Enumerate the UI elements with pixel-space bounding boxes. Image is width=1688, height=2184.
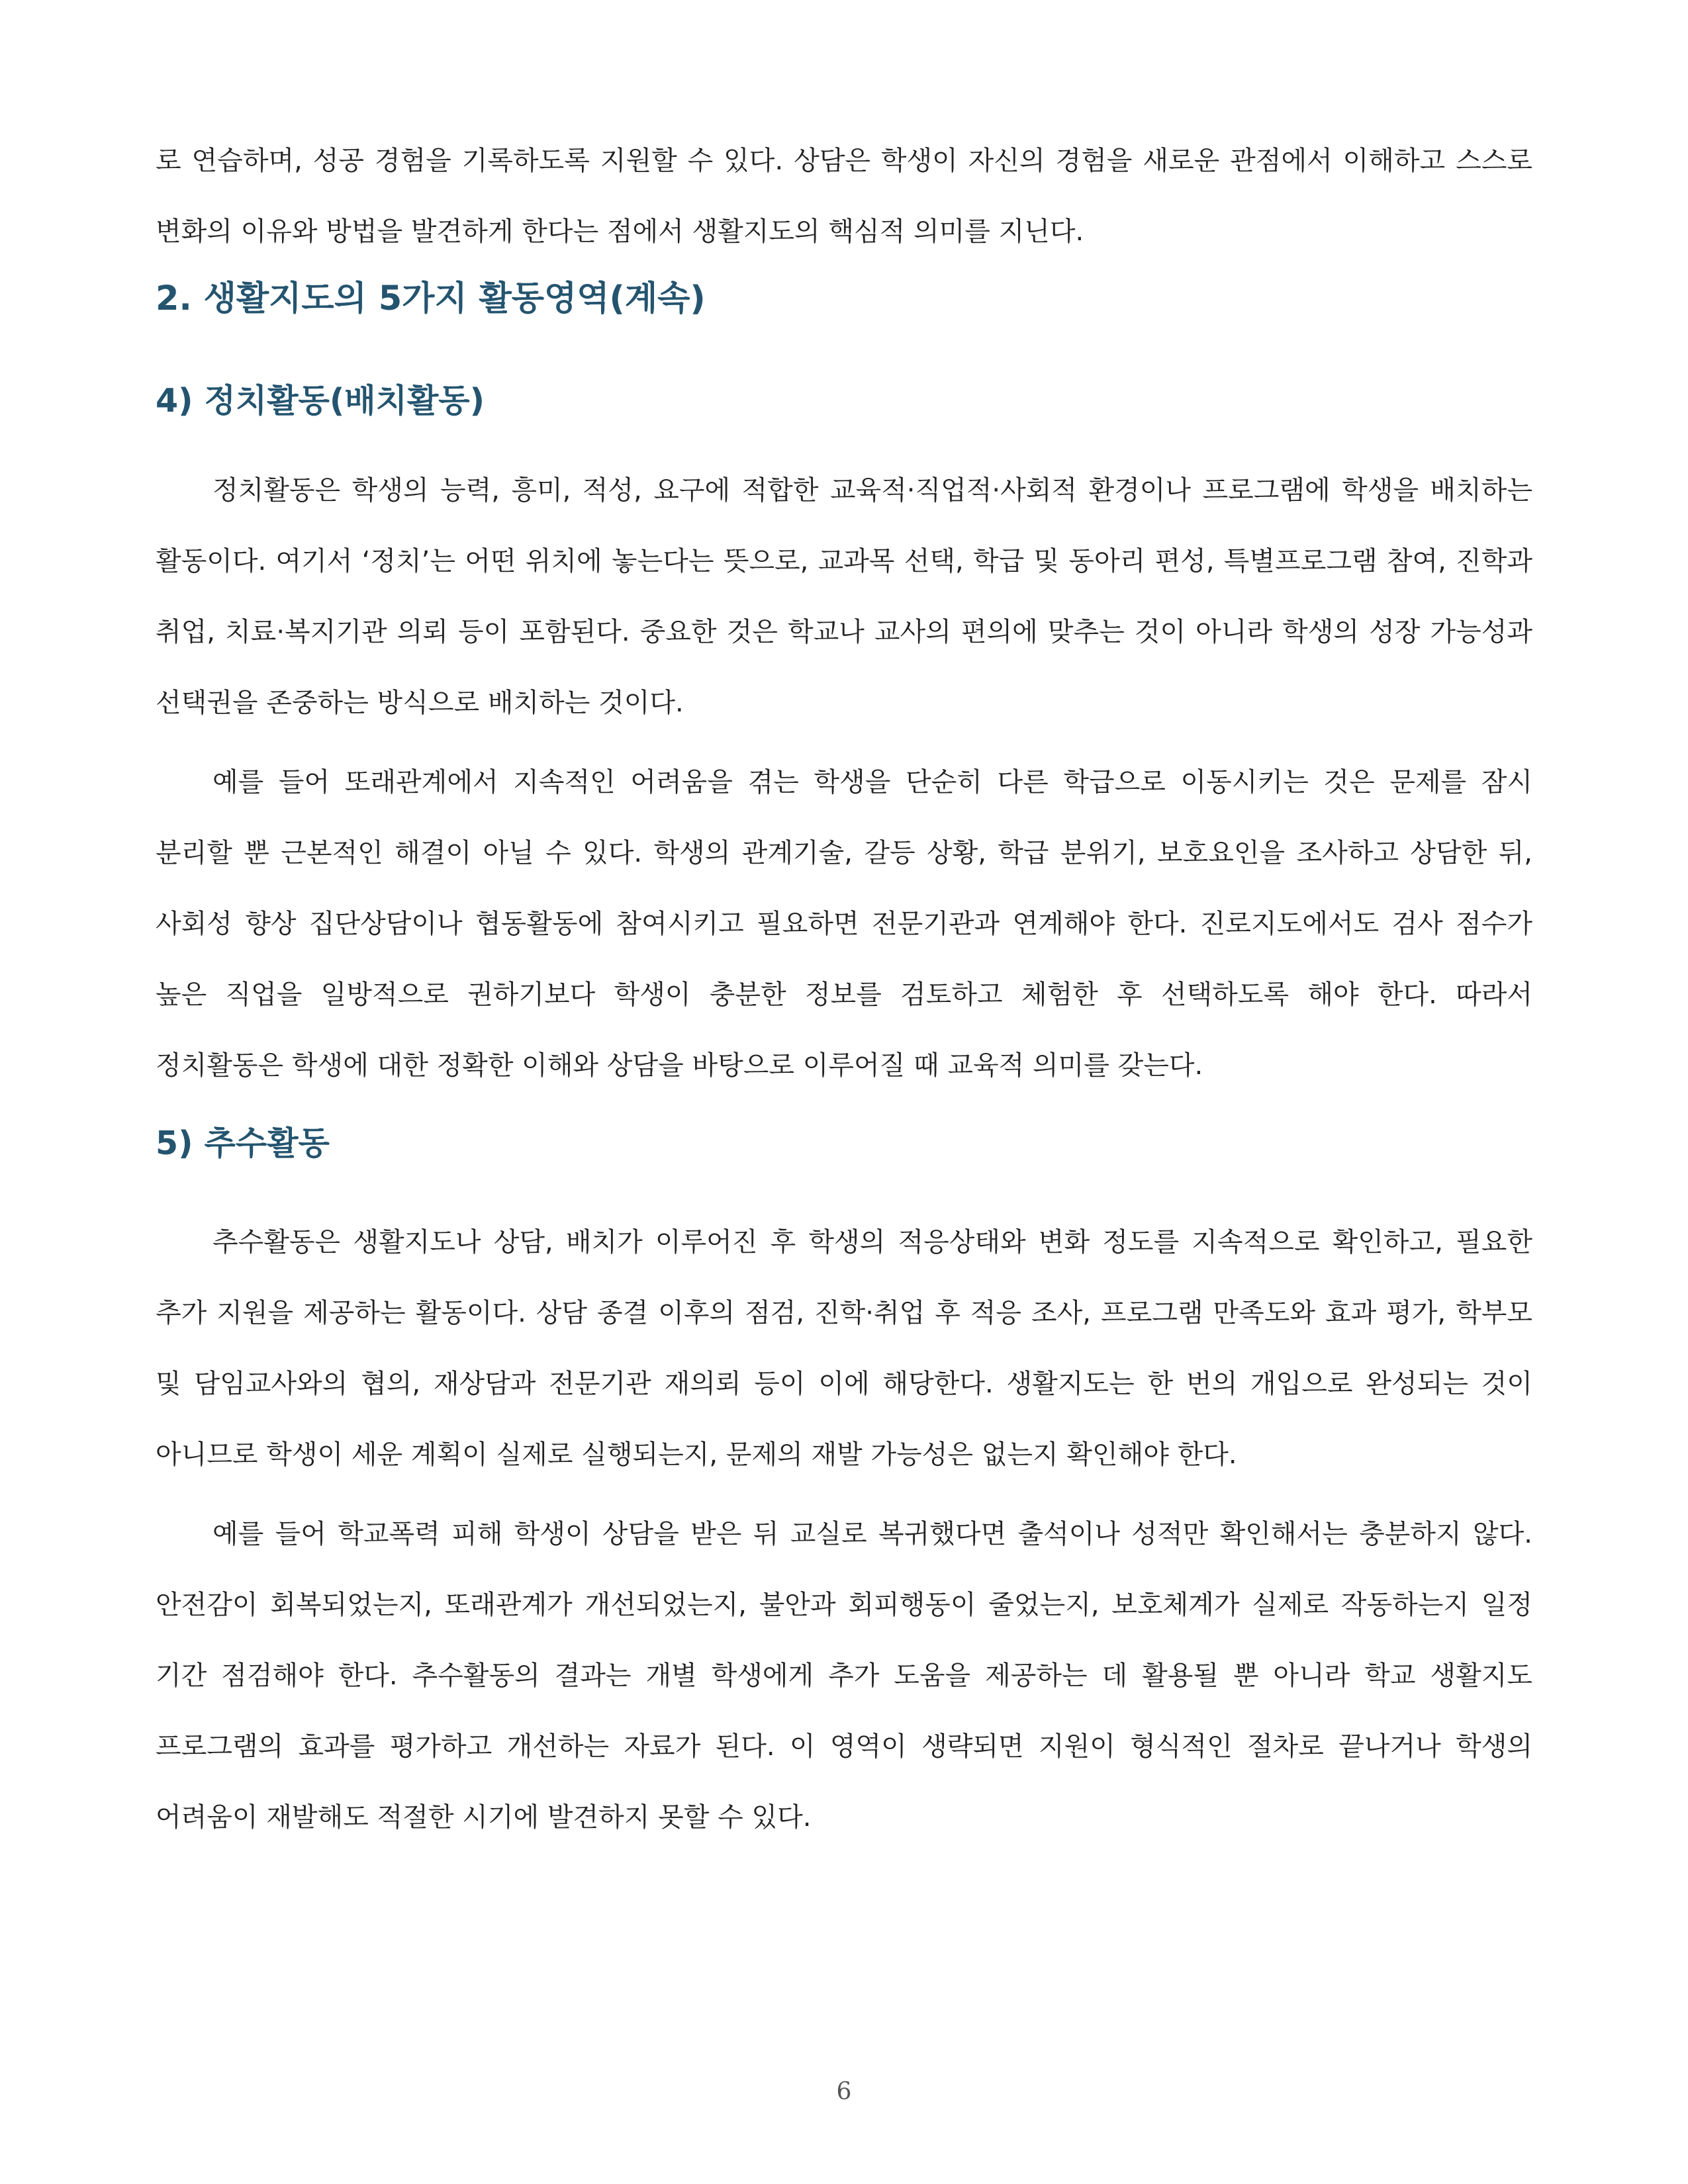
placement-paragraph-2: 예를 들어 또래관계에서 지속적인 어려움을 겪는 학생을 단순히 다른 학급으로 이동시키는 것은 문제를 잠시 분리할 뿐 근본적인 해결이 아닐 수 있다. 학생의 관계기술, 갈등 상황, 학급 분위기, 보호요인을 조사하고 상담한 뒤, 사회성 향상 집단상담이나 협동활동에 참여시키고 필요하면 전문기관과 연계해야 한다. 진로지도에서도 검사 점수가 높은 직업을 일방적으로 권하기보다 학생이 충분한 정보를 검토하고 체험한 후 선택하도록 해야 한다. 따라서 정치활동은 학생에 대한 정확한 이해와 상담을 바탕으로 이루어질 때 교육적 의미를 갖는다. — [156, 767, 1532, 1081]
follow-up-paragraph-2: 예를 들어 학교폭력 피해 학생이 상담을 받은 뒤 교실로 복귀했다면 출석이나 성적만 확인해서는 충분하지 않다. 안전감이 회복되었는지, 또래관계가 개선되었는지, 불안과 회피행동이 줄었는지, 보호체계가 실제로 작동하는지 일정 기간 점검해야 한다. 추수활동의 결과는 개별 학생에게 추가 도움을 제공하는 데 활용될 뿐 아니라 학교 생활지도 프로그램의 효과를 평가하고 개선하는 자료가 된다. 이 영역이 생략되면 지원이 형식적인 절차로 끝나거나 학생의 어려움이 재발해도 적절한 시기에 발견하지 못할 수 있다. — [156, 1519, 1532, 1833]
placement-paragraph-1: 정치활동은 학생의 능력, 흥미, 적성, 요구에 적합한 교육적·직업적·사회적 환경이나 프로그램에 학생을 배치하는 활동이다. 여기서 ‘정치’는 어떤 위치에 놓는다는 뜻으로, 교과목 선택, 학급 및 동아리 편성, 특별프로그램 참여, 진학과 취업, 치료·복지기관 의뢰 등이 포함된다. 중요한 것은 학교나 교사의 편의에 맞추는 것이 아니라 학생의 성장 가능성과 선택권을 존중하는 방식으로 배치하는 것이다. — [156, 475, 1532, 718]
follow-up-paragraph-1: 추수활동은 생활지도나 상담, 배치가 이루어진 후 학생의 적응상태와 변화 정도를 지속적으로 확인하고, 필요한 추가 지원을 제공하는 활동이다. 상담 종결 이후의 점검, 진학·취업 후 적응 조사, 프로그램 만족도와 효과 평가, 학부모 및 담임교사와의 협의, 재상담과 전문기관 재의뢰 등이 이에 해당한다. 생활지도는 한 번의 개입으로 완성되는 것이 아니므로 학생이 세운 계획이 실제로 실행되는지, 문제의 재발 가능성은 없는지 확인해야 한다. — [156, 1227, 1532, 1470]
page-number: 6 — [836, 2078, 852, 2105]
subsection-heading-placement: 4) 정치활동(배치활동) — [156, 382, 485, 420]
subsection-heading-follow-up: 5) 추수활동 — [156, 1124, 330, 1162]
page-content — [156, 126, 1532, 1853]
section-heading: 2. 생활지도의 5가지 활동영역(계속) — [156, 279, 706, 318]
intro-paragraph: 로 연습하며, 성공 경험을 기록하도록 지원할 수 있다. 상담은 학생이 자신의 경험을 새로운 관점에서 이해하고 스스로 변화의 이유와 방법을 발견하게 한다는 점에서 생활지도의 핵심적 의미를 지닌다. — [156, 146, 1532, 247]
